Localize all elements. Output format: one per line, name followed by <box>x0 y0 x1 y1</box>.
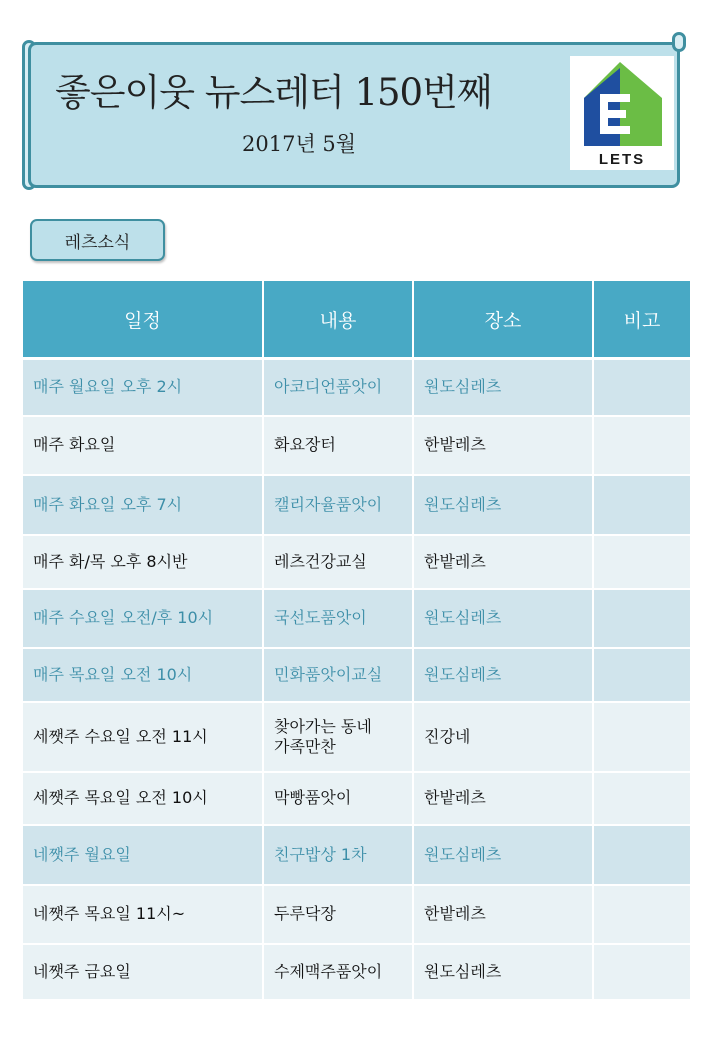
cell-place: 원도심레츠 <box>413 648 593 702</box>
table-row <box>23 416 690 475</box>
cell-content: 막빵품앗이 <box>263 772 413 825</box>
newsletter-title: 좋은이웃 뉴스레터 150번째 <box>55 71 492 114</box>
cell-schedule: 세쨋주 목요일 오전 10시 <box>23 772 263 825</box>
cell-content: 수제맥주품앗이 <box>263 944 413 1000</box>
cell-place: 원도심레츠 <box>413 359 593 416</box>
column-header-schedule: 일정 <box>23 281 263 359</box>
scroll-curl-right <box>672 32 686 52</box>
cell-note <box>593 589 690 648</box>
cell-content: 찾아가는 동네 가족만찬 <box>263 702 413 772</box>
table-row <box>23 825 690 885</box>
table-row <box>23 648 690 702</box>
cell-schedule: 네쨋주 금요일 <box>23 944 263 1000</box>
table-row <box>23 589 690 648</box>
table-row <box>23 885 690 944</box>
cell-note <box>593 359 690 416</box>
column-header-note: 비고 <box>593 281 690 359</box>
cell-note <box>593 416 690 475</box>
cell-content: 캘리자율품앗이 <box>263 475 413 535</box>
cell-note <box>593 648 690 702</box>
table-row <box>23 359 690 416</box>
lets-logo <box>570 56 674 170</box>
column-header-place: 장소 <box>413 281 593 359</box>
logo-text: LETS <box>598 151 646 168</box>
newsletter-date: 2017년 5월 <box>242 132 357 156</box>
cell-place: 한밭레츠 <box>413 416 593 475</box>
cell-note <box>593 702 690 772</box>
cell-place: 한밭레츠 <box>413 535 593 589</box>
cell-place: 진강네 <box>413 702 593 772</box>
cell-schedule: 매주 화요일 오후 7시 <box>23 475 263 535</box>
table-header-row <box>23 281 690 359</box>
cell-place: 원도심레츠 <box>413 825 593 885</box>
cell-content: 두루닥장 <box>263 885 413 944</box>
cell-schedule: 네쨋주 월요일 <box>23 825 263 885</box>
cell-schedule: 세쨋주 수요일 오전 11시 <box>23 702 263 772</box>
cell-schedule: 매주 화요일 <box>23 416 263 475</box>
table-row <box>23 944 690 1000</box>
cell-note <box>593 825 690 885</box>
cell-note <box>593 885 690 944</box>
table-row <box>23 702 690 772</box>
cell-schedule: 매주 월요일 오후 2시 <box>23 359 263 416</box>
cell-note <box>593 944 690 1000</box>
cell-content: 친구밥상 1차 <box>263 825 413 885</box>
cell-content: 민화품앗이교실 <box>263 648 413 702</box>
cell-schedule: 네쨋주 목요일 11시~ <box>23 885 263 944</box>
cell-note <box>593 772 690 825</box>
table-row <box>23 772 690 825</box>
cell-place: 원도심레츠 <box>413 944 593 1000</box>
cell-content: 아코디언품앗이 <box>263 359 413 416</box>
lets-news-button[interactable]: 레츠소식 <box>30 219 165 261</box>
cell-note <box>593 475 690 535</box>
cell-note <box>593 535 690 589</box>
schedule-table <box>23 281 690 1001</box>
cell-schedule: 매주 수요일 오전/후 10시 <box>23 589 263 648</box>
table-row <box>23 475 690 535</box>
cell-content: 화요장터 <box>263 416 413 475</box>
table-row <box>23 535 690 589</box>
column-header-content: 내용 <box>263 281 413 359</box>
cell-place: 원도심레츠 <box>413 475 593 535</box>
cell-place: 원도심레츠 <box>413 589 593 648</box>
cell-content: 국선도품앗이 <box>263 589 413 648</box>
cell-schedule: 매주 화/목 오후 8시반 <box>23 535 263 589</box>
cell-content: 레츠건강교실 <box>263 535 413 589</box>
cell-place: 한밭레츠 <box>413 885 593 944</box>
cell-schedule: 매주 목요일 오전 10시 <box>23 648 263 702</box>
cell-place: 한밭레츠 <box>413 772 593 825</box>
